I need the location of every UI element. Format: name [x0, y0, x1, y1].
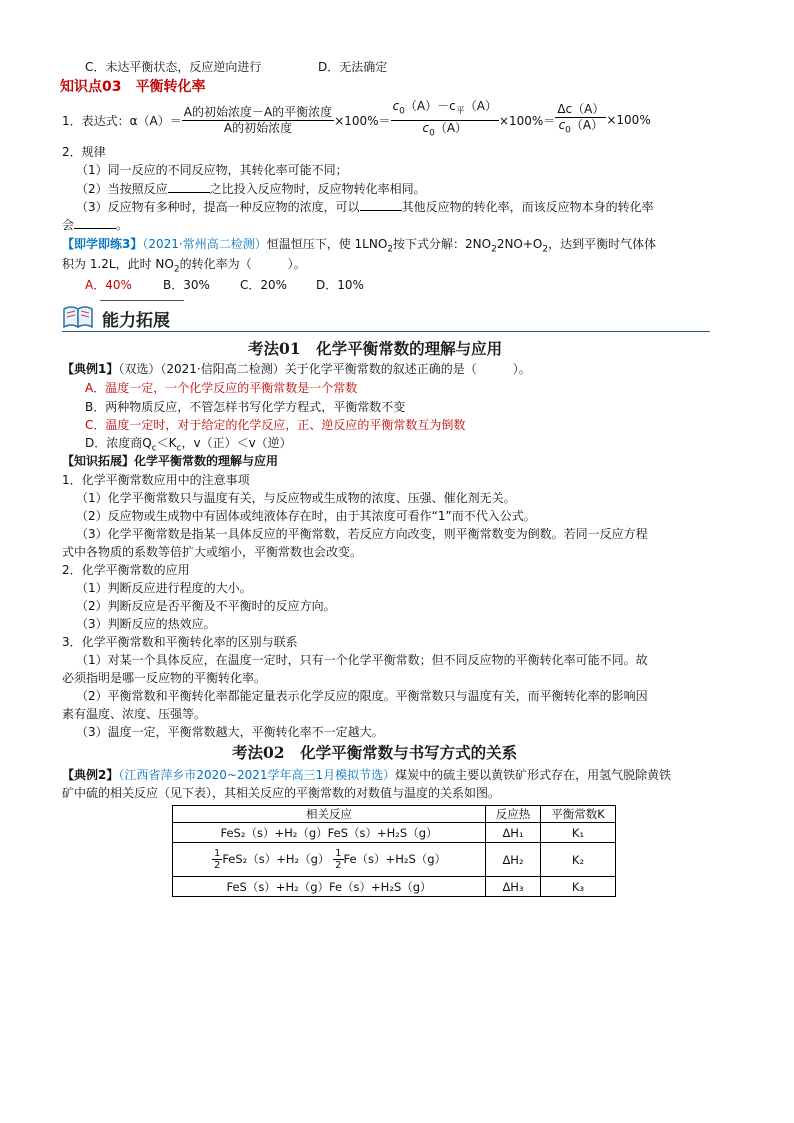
example1-stem: 【典例1】（双选）（2021·信阳高二检测）关于化学平衡常数的叙述正确的是（ ）。 [62, 362, 531, 376]
option-c: C．未达平衡状态，反应逆向进行 [85, 60, 262, 74]
knowledge-p1-3-cont: 式中各物质的系数等倍扩大或缩小，平衡常数也会改变。 [62, 545, 363, 559]
knowledge-p3-2-cont: 素有温度、浓度、压强等。 [62, 707, 207, 721]
practice3-option-c: C．20% [240, 278, 288, 292]
kp03-title: 平衡转化率 [135, 79, 206, 95]
fill-blank[interactable] [168, 180, 210, 193]
section-rule-bottom [62, 331, 710, 332]
knowledge-p3-1-cont: 必须指明是哪一反应物的平衡转化率。 [62, 671, 267, 685]
knowledge-heading: 【知识拓展】化学平衡常数的理解与应用 [62, 454, 279, 468]
reaction-3: FeS（s）+H₂（g）Fe（s）+H₂S（g） [173, 877, 486, 897]
knowledge-p1-2: （2）反应物或生成物中有固体或纯液体存在时，由于其浓度可看作“1”而不代入公式。 [76, 509, 536, 523]
knowledge-h3: 3．化学平衡常数和平衡转化率的区别与联系 [62, 635, 298, 649]
knowledge-p1-1: （1）化学平衡常数只与温度有关，与反应物或生成物的浓度、压强、催化剂无关。 [76, 491, 516, 505]
kaofa01-title: 考法01 化学平衡常数的理解与应用 [248, 339, 503, 358]
example2-line1: 【典例2】（江西省萍乡市2020~2021学年高三1月模拟节选）煤炭中的硫主要以黄铁矿形式存在，用氢气脱除黄铁 [62, 768, 672, 782]
formula-fraction-2: $\frac{c_0(A)-c_平(A)}{c_0(A)}$ [392, 99, 497, 138]
knowledge-p3-3: （3）温度一定，平衡常数越大，平衡转化率不一定越大。 [76, 725, 384, 739]
knowledge-p1-3: （3）化学平衡常数是指某一具体反应的平衡常数，若反应方向改变，则平衡常数变为倒数。若同一反应方程 [76, 527, 648, 541]
header-heat: 反应热 [486, 806, 541, 823]
reaction-1: FeS₂（s）+H₂（g）FeS（s）+H₂S（g） [173, 823, 486, 843]
conversion-formula: 1．表达式：α（A）＝ $\frac{\text{A的初始浓度－A的平衡浓度}}{\text{A的初始浓度}}$ ×100%＝ $\frac{c_0(A)-c_平(A)}{c_0(A)}$ ×100%＝ $\frac{\Delta c(A)}{c_0(A)}$ ×100% [62, 102, 651, 138]
header-k: 平衡常数K [541, 806, 616, 823]
heat-3: ΔH₃ [486, 877, 541, 897]
fill-blank[interactable] [74, 216, 116, 229]
knowledge-p2-2: （2）判断反应是否平衡及不平衡时的反应方向。 [76, 599, 336, 613]
example1-option-a: A．温度一定，一个化学反应的平衡常数是一个常数 [85, 381, 358, 395]
formula-prefix: 1．表达式：α（A）＝ [62, 113, 182, 128]
reaction-table [172, 805, 616, 897]
rules-heading: 2．规律 [62, 145, 106, 159]
formula-fraction-1: $\frac{\text{A的初始浓度－A的平衡浓度}}{\text{A的初始浓度}}$ [183, 104, 333, 135]
book-icon [62, 303, 94, 329]
k-3: K₃ [541, 877, 616, 897]
table-row [173, 843, 616, 877]
rule-3: （3）反应物有多种时，提高一种反应物的浓度，可以 其他反应物的转化率，而该反应物本身的转化率 [76, 200, 654, 214]
knowledge-h2: 2．化学平衡常数的应用 [62, 563, 190, 577]
example2-line2: 矿中硫的相关反应（见下表），其相关反应的平衡常数的对数值与温度的关系如图。 [62, 786, 501, 800]
practice3-option-b: B．30% [163, 278, 210, 292]
reaction-2: $\frac{1}{2}$ FeS₂（s）+H₂（g） $\frac{1}{2}$ Fe（s）+H₂S（g） [173, 843, 486, 877]
section-rule-top [100, 300, 184, 301]
fill-blank[interactable] [360, 198, 402, 211]
knowledge-p3-1: （1）对某一个具体反应，在温度一定时，只有一个化学平衡常数；但不同反应物的平衡转化率可能不同。故 [76, 653, 648, 667]
table-row [173, 823, 616, 843]
knowledge-p3-2: （2）平衡常数和平衡转化率都能定量表示化学反应的限度。平衡常数只与温度有关，而平衡转化率的影响因 [76, 689, 648, 703]
practice3-line2: 积为 1.2L，此时 $NO_2$的转化率为（ ）。 [62, 257, 306, 275]
k-1: K₁ [541, 823, 616, 843]
formula-fraction-3: $\frac{\Delta c(A)}{c_0(A)}$ [557, 101, 605, 136]
option-d: D．无法确定 [318, 60, 388, 74]
table-header-row [173, 806, 616, 823]
rule-3-cont: 会 。 [62, 218, 129, 232]
knowledge-h1: 1．化学平衡常数应用中的注意事项 [62, 473, 250, 487]
knowledge-p2-1: （1）判断反应进行程度的大小。 [76, 581, 252, 595]
practice3-option-d: D．10% [316, 278, 364, 292]
example1-option-c: C．温度一定时，对于给定的化学反应，正、逆反应的平衡常数互为倒数 [85, 418, 466, 432]
practice3-line1: 【即学即练3】（2021·常州高二检测）恒温恒压下，使 $1LNO_2$按下式分解：$2NO_22NO+O_2$，达到平衡时气体体 [62, 237, 657, 255]
kp03-label: 知识点03 [60, 79, 122, 95]
k-2: K₂ [541, 843, 616, 877]
rule-1: （1）同一反应的不同反应物，其转化率可能不同； [76, 163, 348, 177]
practice3-option-a: A．40% [85, 278, 132, 292]
example1-option-d: D．浓度商$Q_c<K_c$，v（正）＜v（逆） [85, 436, 292, 454]
heat-1: ΔH₁ [486, 823, 541, 843]
section-title: 能力拓展 [102, 311, 170, 331]
rule-2: （2）当按照反应 之比投入反应物时，反应物转化率相同。 [76, 182, 426, 196]
kaofa02-title: 考法02 化学平衡常数与书写方式的关系 [232, 743, 518, 762]
header-reaction: 相关反应 [173, 806, 486, 823]
table-row [173, 877, 616, 897]
heat-2: ΔH₂ [486, 843, 541, 877]
knowledge-p2-3: （3）判断反应的热效应。 [76, 617, 216, 631]
kp03-heading [60, 79, 205, 95]
example1-option-b: B．两种物质反应，不管怎样书写化学方程式，平衡常数不变 [85, 400, 406, 414]
